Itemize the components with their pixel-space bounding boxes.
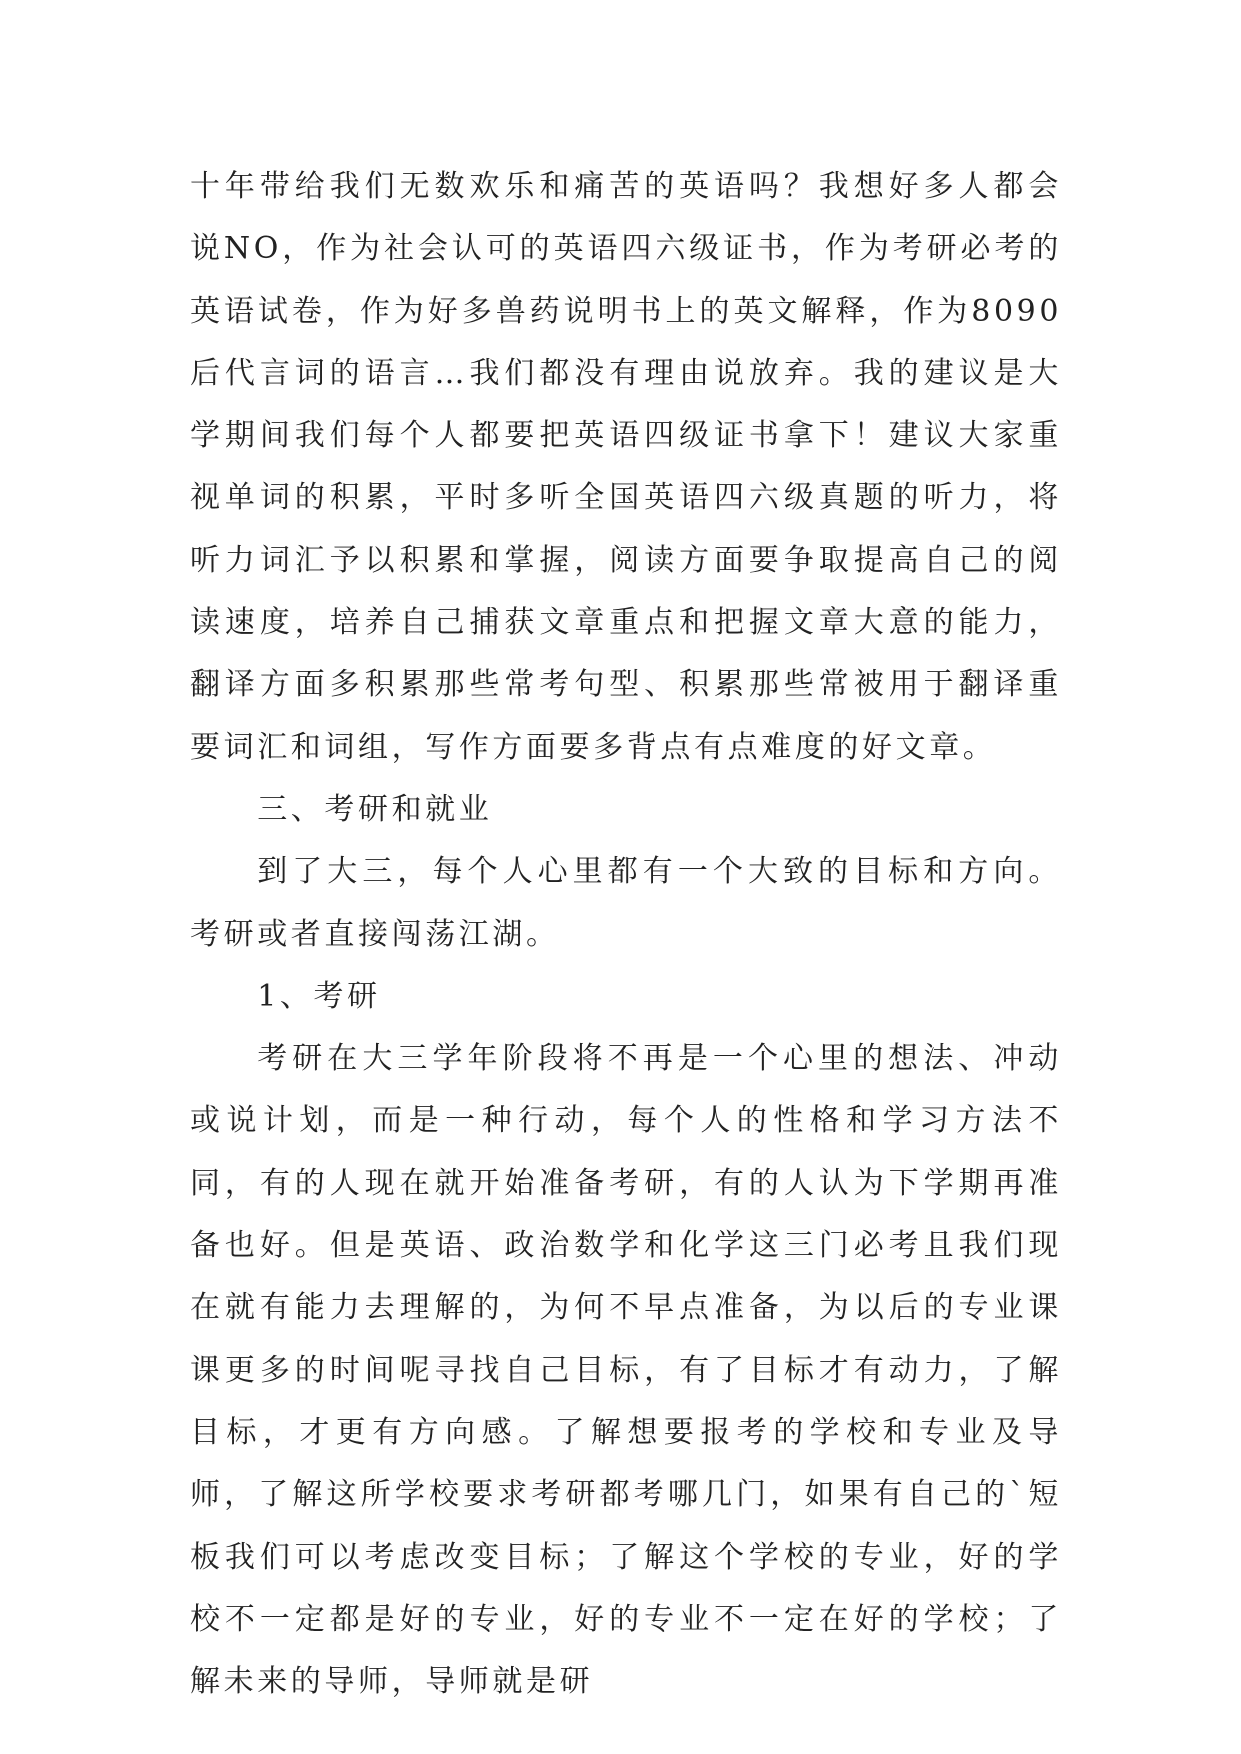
paragraph-junior-year-goals: 到了大三，每个人心里都有一个大致的目标和方向。考研或者直接闯荡江湖。 [190, 854, 1062, 952]
section-heading-postgrad-and-employment: 三、考研和就业 [257, 791, 493, 827]
paragraph-postgrad-exam-preparation: 考研在大三学年阶段将不再是一个心里的想法、冲动或说计划，而是一种行动，每个人的性格和学习方法不同，有的人现在就开始准备考研，有的人认为下学期再准备也好。但是英语、政治数学和化学这三门必考且我们现在就有能力去理解的，为何不早点准备，为以后的专业课课更多的时间呢寻找自己目标，有了目标才有动力，了解目标，才更有方向感。了解想要报考的学校和专业及导师，了解这所学校要求考研都考哪几门，如果有自己的`短板我们可以考虑改变目标；了解这个学校的专业，好的学校不一定都是好的专业，好的专业不一定在好的学校；了解未来的导师，导师就是研 [190, 1041, 1062, 1700]
paragraph-english-advice: 十年带给我们无数欢乐和痛苦的英语吗？我想好多人都会说NO，作为社会认可的英语四六级证书，作为考研必考的英语试卷，作为好多兽药说明书上的英文解释，作为8090后代言词的语言…我们都没有理由说放弃。我的建议是大学期间我们每个人都要把英语四级证书拿下！建议大家重视单词的积累，平时多听全国英语四六级真题的听力，将听力词汇予以积累和掌握，阅读方面要争取提高自己的阅读速度，培养自己捕获文章重点和把握文章大意的能力，翻译方面多积累那些常考句型、积累那些常被用于翻译重要词汇和词组，写作方面要多背点有点难度的好文章。 [190, 169, 1062, 765]
document-body [190, 156, 1062, 1713]
subsection-heading-postgrad-exam: 1、考研 [257, 978, 381, 1014]
